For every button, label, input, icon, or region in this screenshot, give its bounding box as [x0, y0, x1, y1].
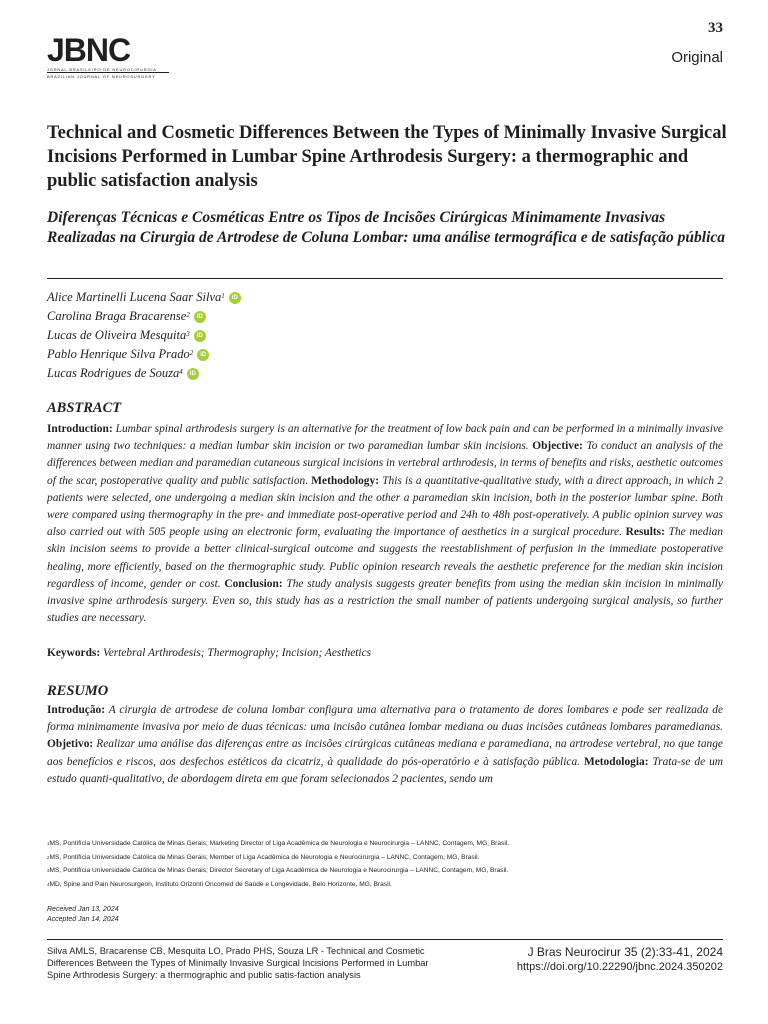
- resumo-intro-label: Introdução:: [47, 704, 106, 716]
- citation: Silva AMLS, Bracarense CB, Mesquita LO, Prado PHS, Souza LR - Technical and Cosmetic Differences Between the Types of Minimally Invasive Surgical Incisions Performed in Lumbar Spine Arthrodesis Surgery: a thermographic and public satis-faction analysis: [47, 946, 429, 980]
- resumo-objective: Realizar uma análise das diferenças entre as incisões cirúrgicas cutâneas mediana e paramediana, na artrodese vertebral, no que tange aos benefícios e riscos, aos desfechos estéticos da cicatriz, à qualidade do pós-operatório e à satisfação pública.: [47, 738, 723, 768]
- abstract-conclusion-label: Conclusion:: [224, 577, 283, 590]
- author-name: Carolina Braga Bracarense: [47, 309, 187, 323]
- abstract-results-label: Results:: [625, 526, 665, 539]
- keywords-label: Keywords:: [47, 647, 101, 659]
- resumo-methodology-label: Metodologia:: [583, 755, 649, 768]
- affiliation-item: [47, 864, 509, 878]
- accepted-date: Accepted Jan 14, 2024: [47, 915, 119, 923]
- affiliation-text: MS, Pontifícia Universidade Católica de Minas Gerais; Member of Liga Acadêmica de Neurologia e Neurocirurgia – LANNC, Contagem, MG, Brasil.: [49, 853, 480, 861]
- resumo-methodology: Trata-se de um estudo quanti-qualitativo, de abordagem direta em que foram selecionados 2 pacientes, sendo um: [47, 755, 723, 785]
- logo-text: JBNC: [47, 32, 131, 68]
- author-item: [47, 345, 241, 364]
- resumo-objective-label: Objetivo:: [47, 738, 94, 751]
- abstract-objective-label: Objective:: [532, 440, 583, 453]
- received-date: Received Jan 13, 2024: [47, 906, 119, 913]
- affiliation-text: MS, Pontifícia Universidade Católica de Minas Gerais; Director Secretary of Liga Acadêmica de Neurologia e Neurocirurgia – LANNC, Contagem, MG, Brasil.: [49, 867, 509, 875]
- journal-reference: [517, 945, 723, 974]
- article-title-portuguese: Diferenças Técnicas e Cosméticas Entre os Tipos de Incisões Cirúrgicas Minimamente Invasivas Realizadas na Cirurgia de Artrodese de Coluna Lombar: uma análise termográfica e de satisfação pública: [47, 209, 726, 247]
- author-affiliation-mark: 1: [221, 292, 225, 300]
- journal-logo: [47, 34, 157, 80]
- author-affiliation-mark: 2: [189, 349, 194, 357]
- logo-subtitle-en: BRAZILIAN JOURNAL OF NEUROSURGERY: [47, 74, 156, 79]
- journal-volume: J Bras Neurocirur 35 (2):33-41, 2024: [527, 945, 723, 959]
- logo-rule: [47, 72, 169, 73]
- doi-link[interactable]: https://doi.org/10.22290/jbnc.2024.350202: [516, 960, 723, 973]
- author-affiliation-mark: 2: [186, 311, 190, 319]
- affiliation-item: [47, 851, 509, 865]
- abstract-objective: To conduct an analysis of the differences between median and paramedian cutaneous surgical incisions in vertebral arthrodesis, in terms of benefits and risks, aesthetic outcomes of the scar, postoperative quality and public satisfaction.: [47, 440, 723, 487]
- logo-subtitle-pt: JORNAL BRASILEIRO DE NEUROCIRURGIA: [47, 67, 157, 72]
- author-name: Lucas de Oliveira Mesquita: [47, 328, 187, 342]
- abstract-methodology-label: Methodology:: [311, 474, 379, 487]
- page-number: 33: [708, 20, 723, 36]
- resumo-heading: RESUMO: [47, 683, 109, 699]
- abstract-heading: ABSTRACT: [47, 400, 122, 416]
- footer-divider: [47, 939, 723, 940]
- orcid-icon[interactable]: iD: [194, 311, 206, 323]
- article-dates: [47, 905, 119, 924]
- article-title: Technical and Cosmetic Differences Between the Types of Minimally Invasive Surgical Incisions Performed in Lumbar Spine Arthrodesis Surgery: a thermographic and public satisfaction analysis: [47, 123, 727, 192]
- author-affiliation-mark: 3: [186, 330, 190, 338]
- keywords: [47, 647, 371, 659]
- abstract-conclusion: The study analysis suggests greater benefits from using the median skin incision in minimally invasive spine arthrodesis surgery. Even so, this study has as a restriction the small number of patients undergoing surgical analysis, so further studies are necessary.: [47, 577, 723, 625]
- orcid-icon[interactable]: iD: [197, 349, 209, 361]
- orcid-icon[interactable]: iD: [187, 368, 199, 380]
- affiliation-item: [47, 837, 509, 851]
- keywords-text: Vertebral Arthrodesis; Thermography; Incision; Aesthetics: [100, 647, 372, 659]
- orcid-icon[interactable]: iD: [229, 292, 241, 304]
- abstract-results: The median skin incision seems to provide a better clinical-surgical outcome and suggests the reestablishment of perfusion in the immediate postoperative healing, more efficiently, based on the thermographic study. Public opinion research reveals the aesthetic preference for the median skin incision regardless of income, gender or cost.: [47, 526, 723, 590]
- affiliation-text: MD, Spine and Pain Neurosurgeon, Instituto Orizonti Oncomed de Saúde e Longevidade, Belo Horizonte, MG, Brasil.: [49, 880, 392, 888]
- author-affiliation-mark: 4: [179, 368, 183, 376]
- affiliation-item: [47, 878, 509, 892]
- author-list: [47, 288, 241, 383]
- affiliation-list: [47, 837, 509, 891]
- abstract-body: [47, 421, 723, 627]
- resumo-body: [47, 702, 723, 788]
- abstract-methodology: This is a quantitative-qualitative study, with a direct approach, in which 2 patients were selected, one undergoing a median skin incision and the other a paramedian skin incision, both in the posterior lumbar spine. Both were compared using thermography in the pre- and immediate post-operative period and 24h to 48h post-operatively. A public opinion survey was also carried out with 505 people using an electronic form, evaluating the importance of aesthetics in a surgical procedure.: [47, 474, 724, 539]
- author-item: [47, 288, 241, 307]
- affiliation-mark: 2: [47, 854, 50, 860]
- author-name: Lucas Rodrigues de Souza: [47, 366, 180, 380]
- author-item: [47, 307, 241, 326]
- section-label: Original: [671, 49, 723, 66]
- affiliation-mark: 3: [47, 868, 50, 874]
- author-name: Pablo Henrique Silva Prado: [47, 347, 190, 361]
- author-item: [47, 364, 241, 383]
- abstract-intro: Lumbar spinal arthrodesis surgery is an alternative for the treatment of low back pain and can be performed in a minimally invasive manner using two techniques: a median lumbar skin incision or two paramedian lumbar skin incisions.: [47, 423, 723, 453]
- resumo-intro: A cirurgia de artrodese de coluna lombar configura uma alternativa para o tratamento de dores lombares e pode ser realizada de forma minimamente invasiva por meio de duas técnicas: uma incisão cutânea lombar mediana ou duas incisões cutâneas lombares paramedianas.: [47, 704, 723, 734]
- header-divider: [47, 278, 723, 279]
- orcid-icon[interactable]: iD: [194, 330, 206, 342]
- affiliation-text: MS, Pontifícia Universidade Católica de Minas Gerais; Marketing Director of Liga Acadêmica de Neurologia e Neurocirurgia – LANNC, Contagem, MG, Brasil.: [49, 840, 510, 847]
- author-name: Alice Martinelli Lucena Saar Silva: [47, 290, 222, 304]
- abstract-intro-label: Introduction:: [47, 423, 113, 435]
- affiliation-mark: 1: [47, 841, 50, 846]
- author-item: [47, 326, 241, 345]
- affiliation-mark: 4: [47, 881, 50, 887]
